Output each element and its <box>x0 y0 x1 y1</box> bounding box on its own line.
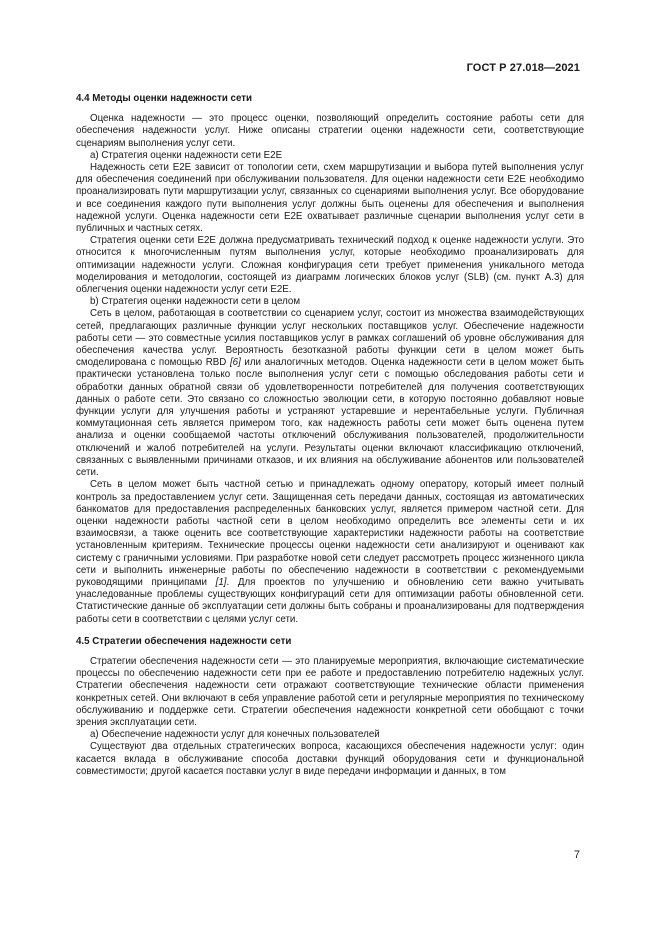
paragraph-two-issues: Существуют два отдельных стратегических вопроса, касающихся обеспечения надежности услуг: один касается вклада в обслуживание способа доставки функций оборудования сети и функциональной совместимости; другой касается поставки услуг в виде передачи информации и данных, в том <box>76 741 584 777</box>
reference-link: [1] <box>215 576 227 588</box>
section-title-4-4: 4.4 Методы оценки надежности сети <box>76 93 253 104</box>
paragraph-section-45-intro: Стратегии обеспечения надежности сети — это планируемые мероприятия, включающие систематические процессы по обеспечению надежности сети при ее работе и предоставлению потребителю надежных услуг. Стратегии обеспечения надежности сети отражают соответствующие технические области применения конкретных сетей. Они включают в себя управление работой сети и регулярные мероприятия по техническому обслуживанию и поддержке сети. Стратегии обеспечения надежности конкретной сети обобщают с точки зрения эксплуатации сети. <box>76 655 584 728</box>
paragraph-e2e-dependence: Надежность сети E2E зависит от топологии сети, схем маршрутизации и выбора путей выполнения услуг для обеспечения соединений при обслуживании пользователя. Для оценки надежности сети E2E необходимо проанализировать пути маршрутизации услуг, связанных со сценариями выполнения услуг. Все оборудование и все соединения каждого пути выполнения услуг должны быть оценены для обеспечения и выполнения надежной услуги. Оценка надежности сети E2E охватывает различные сценарии выполнения услуг сети в публичных и частных сетях. <box>76 162 584 235</box>
page-number: 7 <box>573 849 580 861</box>
paragraph-text: . Для проектов по улучшению и обновлению сети важно учитывать унаследованные проблемы существующих конфигураций сети для оптимизации работы обновленной сети. Статистические данные об эксплуатации сети должны быть собраны и проанализированы для подтверждения работы сети в соответствии с целями услуг сети. <box>76 576 585 625</box>
list-item-label-a-45: а) Обеспечение надежности услуг для конечных пользователей <box>90 729 380 741</box>
paragraph-text: Сеть в целом, работающая в соответствии со сценарием услуг, состоит из множества взаимодействующих сетей, предлагающих различные функции услуг нескольких поставщиков услуг. Обеспечение надежности работы сети — это совместные усилия поставщиков услуг в рамках соглашений об уровне обслуживания для обеспечения качества услуг. Вероятность безотказной работы функции сети в целом может быть смоделирована с помощью RBD <box>76 308 584 369</box>
paragraph-e2e-strategy: Стратегия оценки сети E2E должна предусматривать технический подход к оценке надежности услуги. Это относится к многочисленным путям выполнения услуг, которые необходимо проанализировать для оптимизации надежности услуги. Сложная конфигурация сети требует применения уникального метода моделирования и методологии, состоящей из диаграмм логических блоков услуг (SLB) (см. пункт А.3) для облегчения оценки надежности услуг сети E2E. <box>76 235 584 296</box>
document-body <box>76 93 584 778</box>
reference-link: [6] <box>229 357 241 369</box>
paragraph-text: Сеть в целом может быть частной сетью и принадлежать одному оператору, который имеет полный контроль за предоставлением услуг сети. Защищенная сеть передачи данных, состоящая из автоматических банкоматов для предоставления распределенных банковских услуг, является примером частной сети. Для оценки надежности работы частной сети в целом необходимо определить все элементы сети и их взаимосвязи, а также оценить все соответствующие характеристики надежности работы на соответствие установленным критериям. Технические процессы оценки надежности сети анализируют и оценивают как систему с граничными условиями. При разработке новой сети следует рассмотреть процесс жизненного цикла сети и выполнить инженерные работы по обеспечению надежности в соответствии с рекомендуемыми руководящими принципами <box>76 479 584 588</box>
paragraph-network-whole <box>76 308 584 479</box>
document-header-id: ГОСТ Р 27.018—2021 <box>466 62 580 74</box>
list-item-label-a: а) Стратегия оценки надежности сети E2E <box>90 149 283 161</box>
section-title-4-5: 4.5 Стратегии обеспечения надежности сети <box>76 635 292 647</box>
paragraph-text: или аналогичных методов. Оценка надежности сети в целом может быть практически установлена только после выполнения услуг сети с помощью обследования работы сети и обработки данных обратной связи об удовлетворенности потребителей для получения соответствующих данных о работе сети. Это связано со сложностью эволюции сети, в которую постоянно добавляют новые функции услуги для улучшения работы и устраняют устаревшие и нерентабельные услуги. Публичная коммутационная сеть является примером того, как надежность работы сети может быть оценена путем анализа и оценки сообщаемой частоты отключений обслуживания пользователей, продолжительности отключений и жалоб потребителей на услуги. Результаты оценки включают классификацию отключений, связанных с выявленными причинами отказов, и их влияния на обслуживание абонентов или пользователей сети. <box>76 357 585 479</box>
list-item-label-b: b) Стратегия оценки надежности сети в целом <box>90 296 301 308</box>
paragraph-private-network <box>76 479 584 625</box>
paragraph-section-44-intro: Оценка надежности — это процесс оценки, позволяющий определить состояние работы сети для обеспечения надежности услуг. Ниже описаны стратегии оценки надежности сети, соответствующие сценариям выполнения услуг сети. <box>76 113 584 149</box>
